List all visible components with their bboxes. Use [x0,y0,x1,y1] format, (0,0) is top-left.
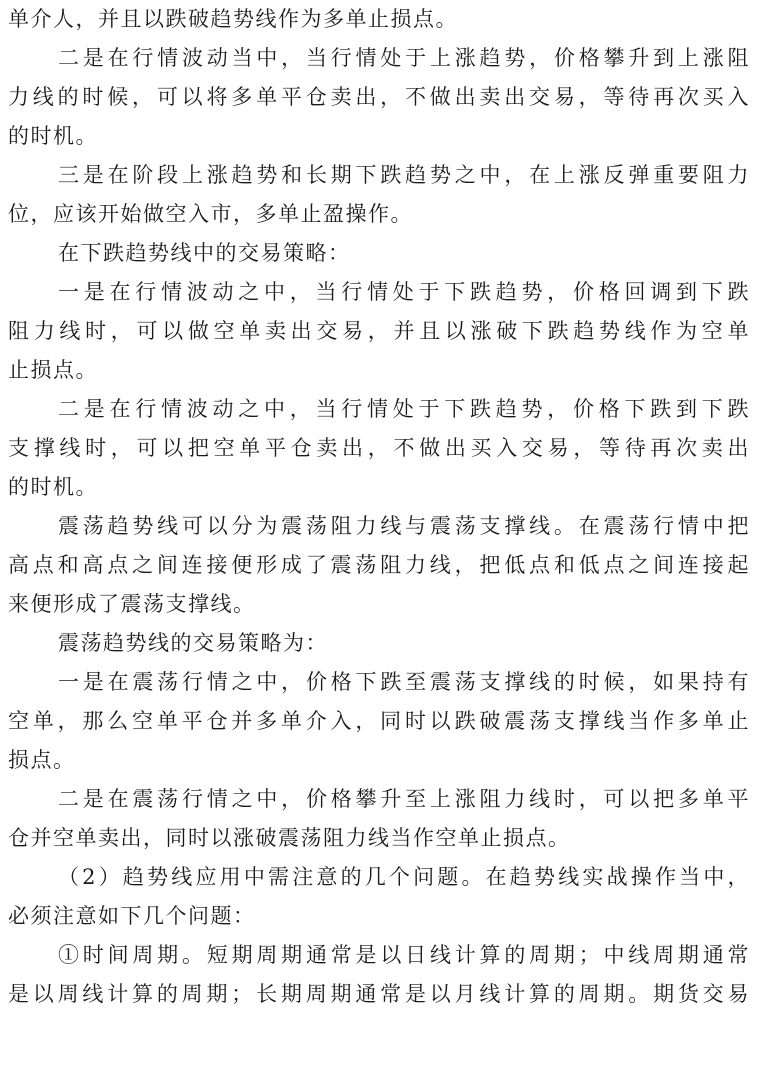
text-line: 力线的时候，可以将多单平仓卖出，不做出卖出交易，等待再次买入 [8,85,750,109]
text-line: 的时机。 [8,475,98,499]
text-line: 仓并空单卖出，同时以涨破震荡阻力线当作空单止损点。 [8,826,571,850]
text-line: 二是在行情波动当中，当行情处于上涨趋势，价格攀升到上涨阻 [58,46,750,70]
text-line: 震荡趋势线的交易策略为： [58,631,328,655]
text-line: ①时间周期。短期周期通常是以日线计算的周期；中线周期通常 [58,943,750,967]
text-line: 一是在震荡行情之中，价格下跌至震荡支撑线的时候，如果持有 [58,670,750,694]
text-line: 是以周线计算的周期；长期周期通常是以月线计算的周期。期货交易 [8,982,750,1006]
text-line: 来便形成了震荡支撑线。 [8,592,256,616]
text-line: （2）趋势线应用中需注意的几个问题。在趋势线实战操作当中， [58,865,750,889]
text-line: 在下跌趋势线中的交易策略： [58,241,351,265]
text-line: 必须注意如下几个问题： [8,904,256,928]
text-line: 的时机。 [8,124,98,148]
text-line: 位，应该开始做空入市，多单止盈操作。 [8,202,413,226]
text-line: 支撑线时，可以把空单平仓卖出，不做出买入交易，等待再次卖出 [8,436,750,460]
body-text [8,0,750,1014]
text-line: 二是在震荡行情之中，价格攀升至上涨阻力线时，可以把多单平 [58,787,750,811]
text-line: 一是在行情波动之中，当行情处于下跌趋势，价格回调到下跌 [58,280,750,304]
text-line: 损点。 [8,748,76,772]
text-line: 空单，那么空单平仓并多单介入，同时以跌破震荡支撑线当作多单止 [8,709,750,733]
text-line: 单介人，并且以跌破趋势线作为多单止损点。 [8,7,458,31]
text-line: 高点和高点之间连接便形成了震荡阻力线，把低点和低点之间连接起 [8,553,750,577]
text-line: 二是在行情波动之中，当行情处于下跌趋势，价格下跌到下跌 [58,397,750,421]
text-line: 止损点。 [8,358,98,382]
text-line: 震荡趋势线可以分为震荡阻力线与震荡支撑线。在震荡行情中把 [58,514,750,538]
text-line: 三是在阶段上涨趋势和长期下跌趋势之中，在上涨反弹重要阻力 [58,163,750,187]
text-line: 阻力线时，可以做空单卖出交易，并且以涨破下跌趋势线作为空单 [8,319,750,343]
